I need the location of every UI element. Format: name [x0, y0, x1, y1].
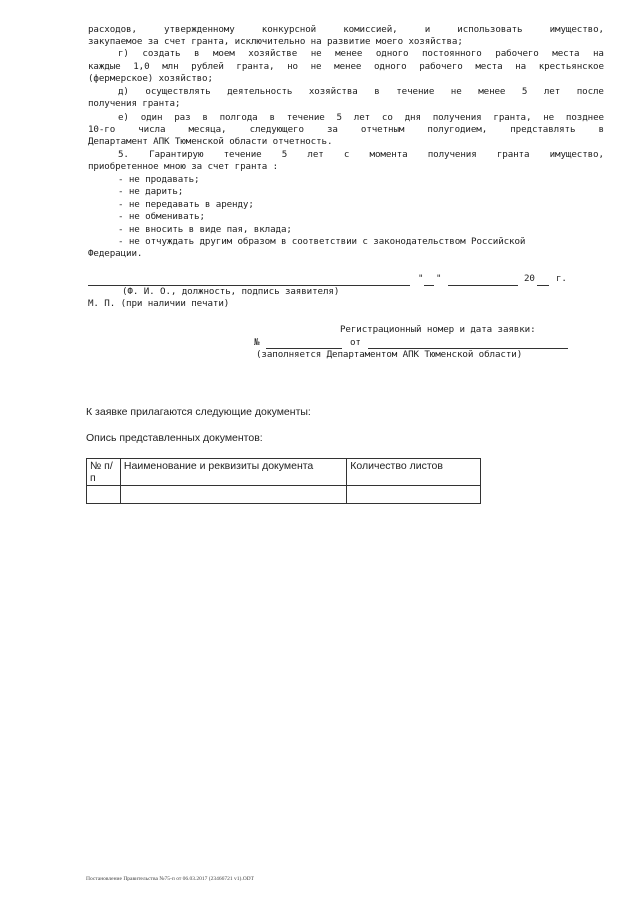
stamp-note: М. П. (при наличии печати)	[88, 298, 230, 309]
word: после	[576, 86, 604, 97]
word: лет	[353, 112, 371, 123]
word: 1,0	[133, 61, 150, 72]
word: но	[287, 61, 298, 72]
list-item-no-sell: - не продавать;	[118, 174, 200, 185]
registration-caption: (заполняется Департаментом АПК Тюменской области)	[256, 349, 523, 360]
date-quote-close: "	[436, 273, 442, 284]
word: имущество,	[549, 149, 604, 160]
word: расходов,	[88, 24, 137, 35]
text-line-2: закупаемое за счет гранта, исключительно на развитие моего хозяйства;	[88, 36, 463, 47]
word: числа	[138, 124, 166, 135]
word: рабочего	[419, 61, 463, 72]
attachments-heading: К заявке прилагаются следующие документы:	[86, 406, 311, 418]
word: млн	[162, 61, 179, 72]
table-header-sheets: Количество листов	[347, 459, 481, 486]
word: осуществлять	[145, 86, 211, 97]
word: за	[326, 124, 338, 135]
word: 10-го	[88, 124, 116, 135]
word: места	[475, 61, 503, 72]
text-line-11	[118, 149, 604, 161]
word: лет	[307, 149, 324, 160]
list-item-no-lease: - не передавать в аренду;	[118, 199, 254, 210]
word: одного	[375, 48, 409, 59]
list-item-no-alienate: - не отчуждать другим образом в соответствии с законодательством Российской	[118, 236, 526, 247]
word: моем	[212, 48, 235, 59]
table-cell-name[interactable]	[120, 486, 346, 504]
word: раз	[174, 112, 191, 123]
table-header-row	[87, 459, 481, 486]
inventory-heading: Опись представленных документов:	[86, 432, 263, 444]
word: следующего	[249, 124, 304, 135]
word: получения	[432, 112, 482, 123]
word: течение	[223, 149, 262, 160]
word: в	[194, 48, 200, 59]
table-row	[87, 486, 481, 504]
word: менее	[334, 61, 362, 72]
word: комиссией,	[343, 24, 398, 35]
word: полгода	[219, 112, 258, 123]
word: течение	[286, 112, 325, 123]
word: менее	[335, 48, 363, 59]
signature-caption: (Ф. И. О., должность, подпись заявителя)	[122, 286, 340, 297]
list-item-no-exchange: - не обменивать;	[118, 211, 205, 222]
word: крестьянское	[538, 61, 604, 72]
date-day-line[interactable]	[424, 285, 434, 286]
word: хозяйства	[308, 86, 358, 97]
text-line-8	[118, 112, 604, 124]
date-month-line[interactable]	[448, 285, 518, 286]
word: один	[140, 112, 163, 123]
word: имущество,	[549, 24, 604, 35]
word: конкурсной	[261, 24, 317, 35]
date-quote-open: "	[418, 273, 424, 284]
word: места	[552, 48, 580, 59]
word: 5	[336, 112, 342, 123]
word: е)	[118, 112, 129, 123]
word: 5.	[118, 149, 129, 160]
table-header-number: № п/п	[87, 459, 121, 486]
word: хозяйстве	[248, 48, 298, 59]
word: Гарантирую	[149, 149, 204, 160]
word: использовать	[457, 24, 523, 35]
text-line-federation: Федерации.	[88, 248, 143, 259]
word: получения	[427, 149, 477, 160]
word: рублей	[191, 61, 224, 72]
text-line-4	[88, 61, 604, 73]
word: не	[450, 86, 462, 97]
word: не	[543, 112, 555, 123]
word: полугодием,	[427, 124, 488, 135]
table-cell-sheets[interactable]	[347, 486, 481, 504]
page-footer: Постановление Правительства №75-п от 06.03.2017 (23466721 v1).ODT	[86, 876, 254, 882]
word: не	[310, 61, 322, 72]
word: 5	[281, 149, 288, 160]
word: д)	[118, 86, 129, 97]
word: отчетным	[360, 124, 405, 135]
table-cell-number[interactable]	[87, 486, 121, 504]
word: одного	[373, 61, 407, 72]
word: гранта	[496, 149, 530, 160]
text-line-9	[88, 124, 604, 136]
word: г)	[118, 48, 129, 59]
text-line-7: получения гранта;	[88, 98, 181, 109]
registration-title: Регистрационный номер и дата заявки:	[340, 324, 536, 335]
word: со	[381, 112, 393, 123]
text-line-3	[118, 48, 604, 60]
text-line-5: (фермерское) хозяйство;	[88, 73, 213, 84]
word: в	[202, 112, 208, 123]
date-year-prefix: 20	[524, 273, 535, 284]
word: на	[515, 61, 527, 72]
text-line-6	[118, 86, 604, 98]
word: постоянного	[421, 48, 482, 59]
word: момента	[369, 149, 408, 160]
list-item-no-share: - не вносить в виде пая, вклада;	[118, 224, 292, 235]
word: не	[310, 48, 322, 59]
word: позднее	[565, 112, 604, 123]
word: каждые	[88, 61, 121, 72]
word: месяца,	[188, 124, 227, 135]
word: представлять	[510, 124, 576, 135]
word: создать	[142, 48, 181, 59]
date-year-line[interactable]	[537, 285, 549, 286]
word: с	[343, 149, 350, 160]
word: менее	[478, 86, 506, 97]
word: в	[598, 124, 604, 135]
word: лет	[543, 86, 561, 97]
word: и	[424, 24, 431, 35]
list-item-no-gift: - не дарить;	[118, 186, 184, 197]
word: на	[593, 48, 604, 59]
word: в	[374, 86, 380, 97]
word: утвержденному	[164, 24, 235, 35]
table-header-name: Наименование и реквизиты документа	[120, 459, 346, 486]
word: в	[269, 112, 275, 123]
registration-number-sign: №	[254, 337, 260, 348]
word: рабочего	[495, 48, 539, 59]
text-line-1	[88, 24, 604, 36]
word: 5	[521, 86, 528, 97]
word: гранта,	[493, 112, 532, 123]
word: гранта,	[236, 61, 275, 72]
documents-table	[86, 458, 481, 504]
text-line-12: приобретенное мною за счет гранта :	[88, 161, 279, 172]
text-line-10: Департамент АПК Тюменской области отчетность.	[88, 136, 333, 147]
word: дня	[404, 112, 421, 123]
word: течение	[396, 86, 435, 97]
registration-from-word: от	[350, 337, 361, 348]
word: деятельность	[227, 86, 293, 97]
date-year-suffix: г.	[556, 273, 567, 284]
